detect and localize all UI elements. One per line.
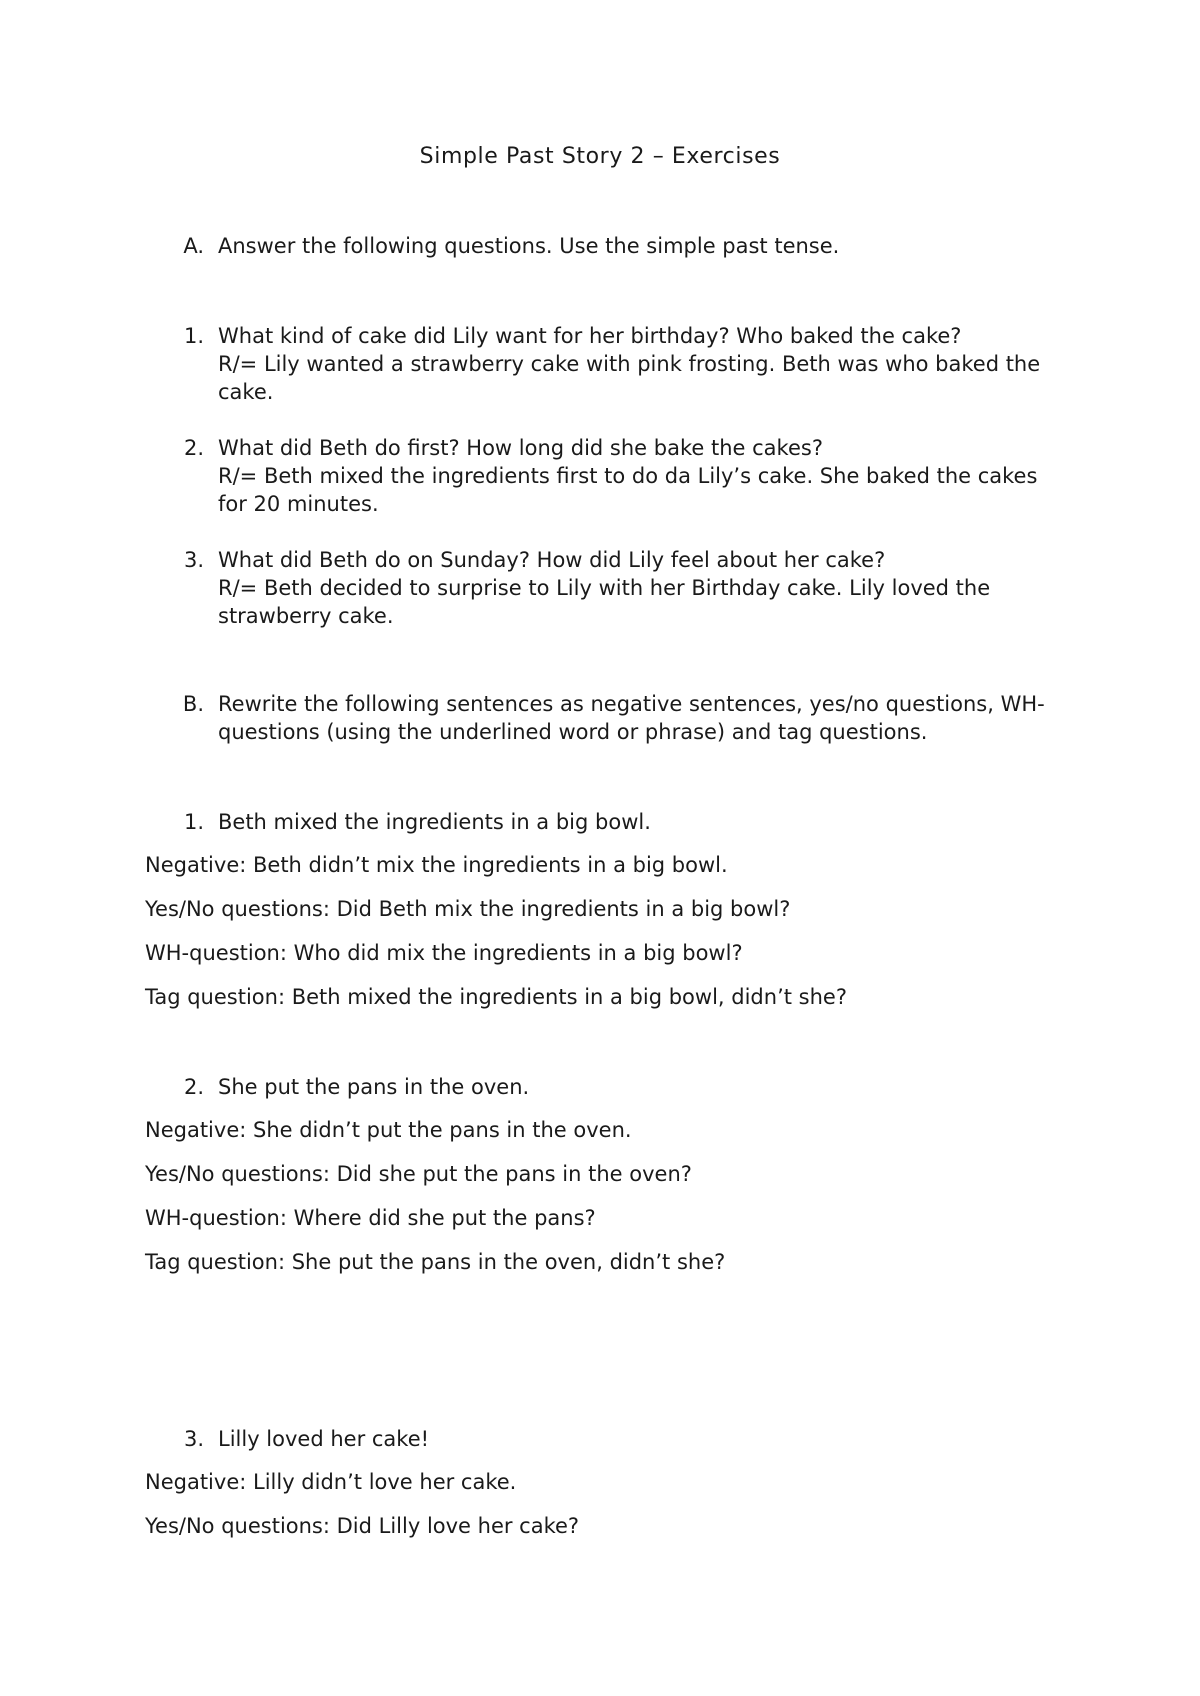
section-b-item-2-tag: Tag question: She put the pans in the oven, didn’t she? — [145, 1250, 726, 1274]
section-b-item-3-number: 3. — [183, 1427, 204, 1451]
section-b-marker: B. — [182, 692, 204, 716]
section-b-item-3-yes-no: Yes/No questions: Did Lilly love her cake? — [145, 1514, 580, 1538]
section-a-marker: A. — [183, 234, 204, 258]
section-a-item-3-answer: R/= Beth decided to surprise to Lily with her Birthday cake. Lily loved the strawberry cake. — [218, 576, 991, 628]
section-b-item-2-number: 2. — [183, 1075, 204, 1099]
section-a-item-2-question: What did Beth do first? How long did she bake the cakes? — [218, 436, 823, 460]
section-b-item-2-negative: Negative: She didn’t put the pans in the oven. — [145, 1118, 632, 1142]
section-a-item-3-question: What did Beth do on Sunday? How did Lily feel about her cake? — [218, 548, 886, 572]
section-b-item-1-sentence: Beth mixed the ingredients in a big bowl. — [218, 810, 651, 834]
section-b-item-1-negative: Negative: Beth didn’t mix the ingredients in a big bowl. — [145, 853, 728, 877]
section-b-item-2-wh: WH-question: Where did she put the pans? — [145, 1206, 596, 1230]
section-b-item-1-tag: Tag question: Beth mixed the ingredients in a big bowl, didn’t she? — [145, 985, 847, 1009]
section-b-item-2-yes-no: Yes/No questions: Did she put the pans in the oven? — [145, 1162, 692, 1186]
section-a-item-1-number: 1. — [183, 324, 204, 348]
section-a-item-1-answer: R/= Lily wanted a strawberry cake with pink frosting. Beth was who baked the cake. — [218, 352, 1041, 404]
section-b-item-1-number: 1. — [183, 810, 204, 834]
page-title: Simple Past Story 2 – Exercises — [419, 144, 781, 169]
section-a-item-3-number: 3. — [183, 548, 204, 572]
section-a-instruction: Answer the following questions. Use the simple past tense. — [218, 234, 840, 258]
section-a-item-2-answer: R/= Beth mixed the ingredients first to do da Lily’s cake. She baked the cakes for 20 minutes. — [218, 464, 1038, 516]
section-b-item-3-sentence: Lilly loved her cake! — [218, 1427, 430, 1451]
section-a-item-2-number: 2. — [183, 436, 204, 460]
section-b-item-2-sentence: She put the pans in the oven. — [218, 1075, 530, 1099]
section-a-item-1-question: What kind of cake did Lily want for her birthday? Who baked the cake? — [218, 324, 962, 348]
section-b-item-1-wh: WH-question: Who did mix the ingredients in a big bowl? — [145, 941, 743, 965]
section-b-item-3-negative: Negative: Lilly didn’t love her cake. — [145, 1470, 517, 1494]
section-b-item-1-yes-no: Yes/No questions: Did Beth mix the ingredients in a big bowl? — [145, 897, 791, 921]
section-b-instruction: Rewrite the following sentences as negative sentences, yes/no questions, WH-questions (using the underlined word or phrase) and tag questions. — [218, 692, 1045, 744]
